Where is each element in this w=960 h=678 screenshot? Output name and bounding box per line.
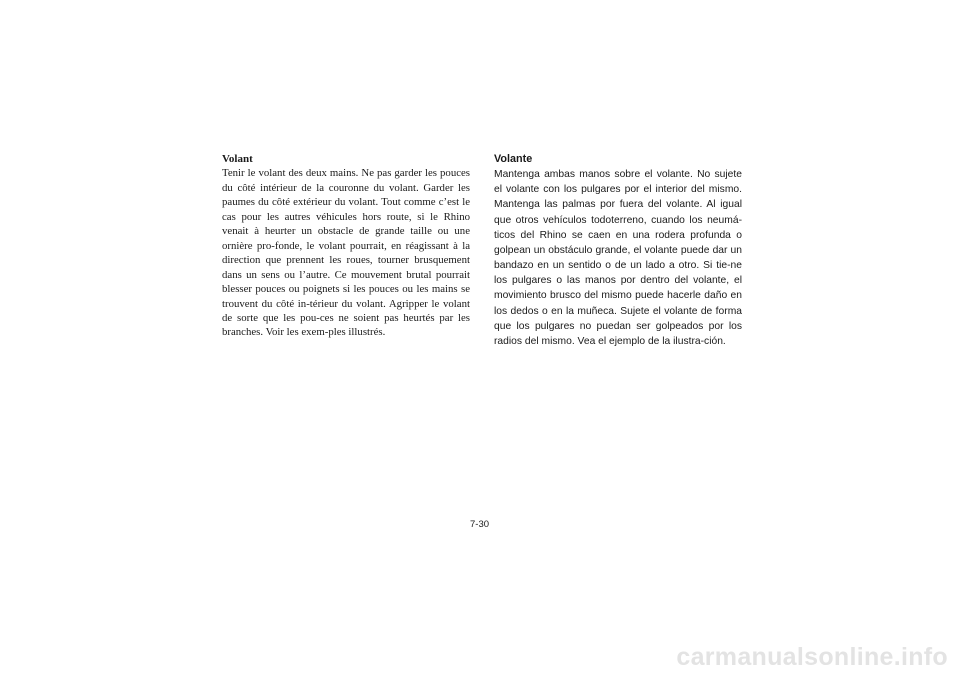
french-heading: Volant (222, 153, 253, 165)
french-body-text: Tenir le volant des deux mains. Ne pas garder les pouces du côté intérieur de la couronne du volant. Garder les paumes du côté extérieur du volant. Tout comme c’est le cas pour les autres véhicules hors route, si le Rhino venait à heurter un obstacle de grande taille ou une ornière pro-fonde, le volant pourrait, en réagissant à la direction que prennent les roues, tourner brusquement dans un sens ou l’autre. Ce mouvement brutal pourrait blesser pouces ou poignets si les pouces ou les mains se trouvent du côté in-térieur du volant. Agripper le volant de sorte que les pou-ces ne soient pas heurtés par les branches. Voir les exem-ples illustrés. (222, 167, 470, 339)
watermark: carmanualsonline.info (676, 643, 948, 671)
spanish-heading: Volante (494, 153, 533, 165)
spanish-body-text: Mantenga ambas manos sobre el volante. No sujete el volante con los pulgares por el interior del mismo. Mantenga las palmas por fuera del volante. Al igual que otros vehículos todoterreno, cuando los neumá-ticos del Rhino se caen en una rodera profunda o golpean un obstáculo grande, el volante puede dar un bandazo en un sentido o de un lado a otro. Si tie-ne los pulgares o las manos por dentro del volante, el movimiento brusco del mismo puede hacerle daño en los dedos o en la muñeca. Sujete el volante de forma que los pulgares no puedan ser golpeados por los radios del mismo. Vea el ejemplo de la ilustra-ción. (494, 169, 742, 347)
spanish-column (494, 152, 742, 349)
page-number: 7-30 (470, 519, 490, 530)
french-column (222, 152, 470, 340)
